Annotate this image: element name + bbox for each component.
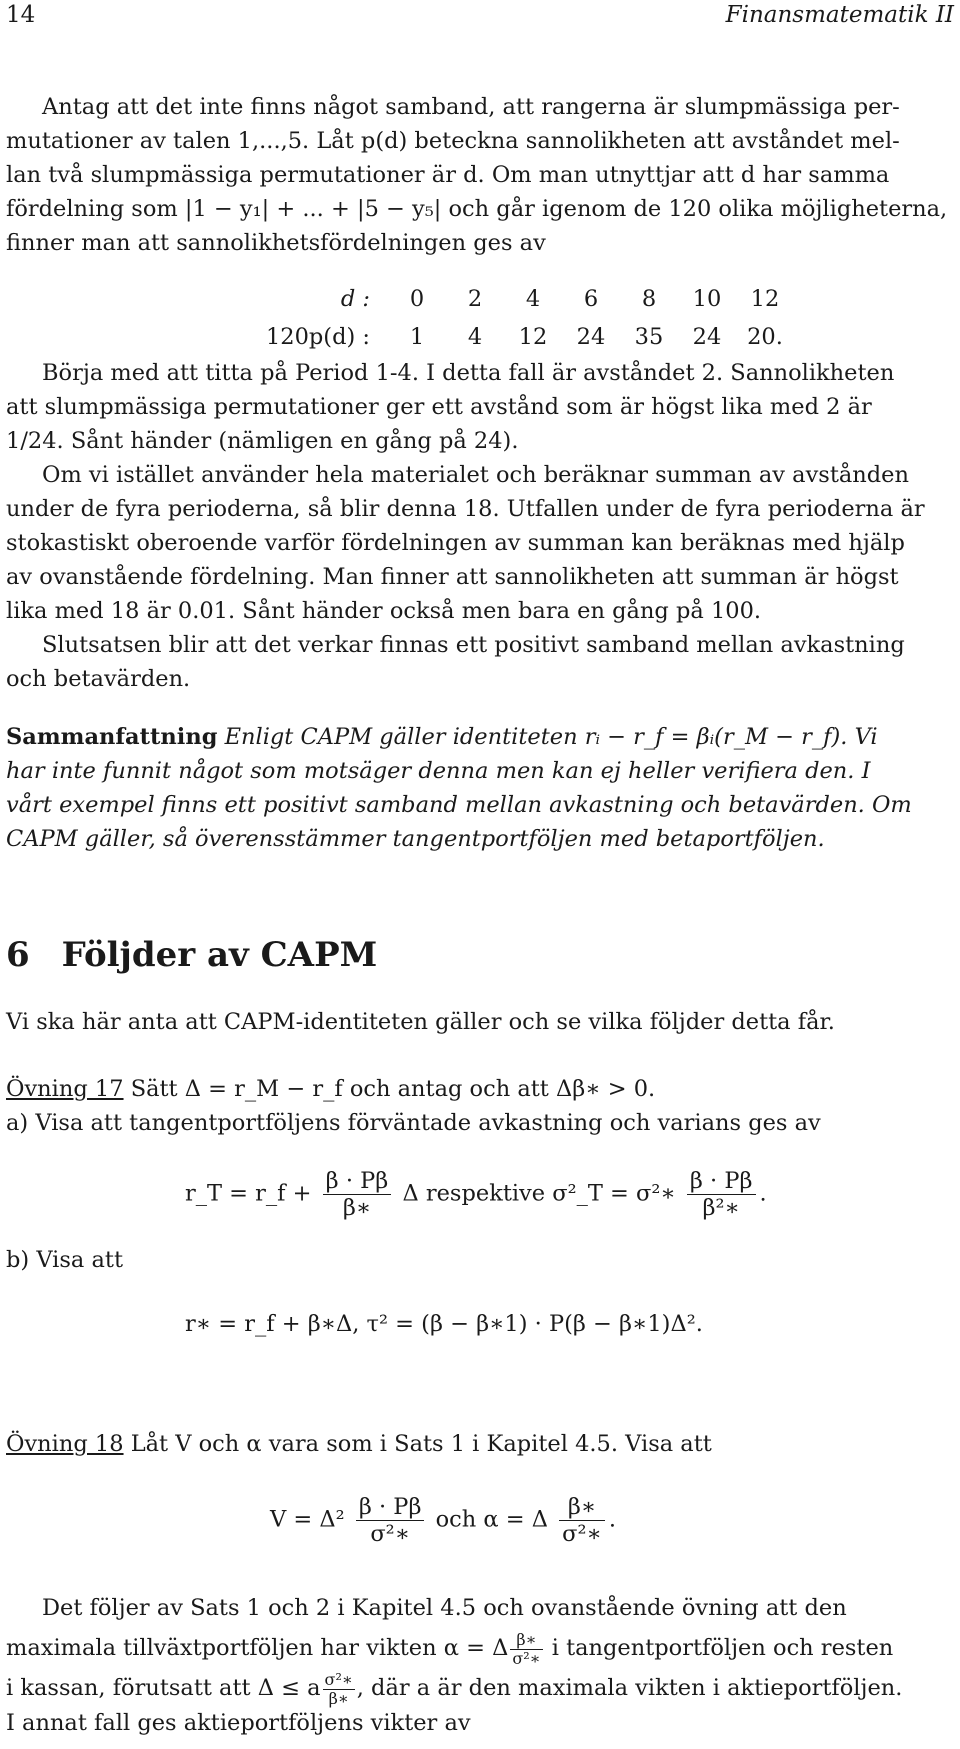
text-line: lan två slumpmässiga permutationer är d. Om man utnyttjar att d har samma (6, 162, 890, 188)
eq-text: V = Δ² (270, 1506, 345, 1533)
text-line: av ovanstående fördelning. Man finner att sannolikheten att summan är högst (6, 564, 899, 590)
equation-v-alpha (270, 1494, 616, 1547)
text-segment: i kassan, förutsatt att Δ ≤ a (6, 1675, 321, 1701)
exercise-18 (6, 1427, 954, 1461)
table-cell: 12 (750, 286, 780, 312)
equation-b: r∗ = r_f + β∗Δ, τ² = (β − β∗1) · P(β − β∗1)Δ². (185, 1311, 703, 1337)
frac-numerator: β · Pβ (687, 1168, 756, 1195)
table-cell: 6 (583, 286, 599, 312)
paragraph-sum (6, 458, 954, 628)
eq-text: . (608, 1506, 616, 1533)
text-line: b) Visa att (6, 1247, 123, 1273)
fraction (356, 1494, 425, 1547)
frac-denominator: σ²∗ (370, 1521, 410, 1547)
exercise-part-b (6, 1243, 954, 1277)
text-segment: , där a är den maximala vikten i aktieportföljen. (356, 1675, 903, 1701)
exercise-label: Övning 18 (6, 1431, 124, 1457)
text-line: under de fyra perioderna, så blir denna 18. Utfallen under de fyra perioderna är (6, 496, 925, 522)
table-cell: 12 (518, 324, 548, 350)
summary-block (6, 720, 954, 856)
section-number: 6 (6, 935, 30, 975)
frac-denominator: σ²∗ (512, 1648, 541, 1668)
text-line: I annat fall ges aktieportföljens vikter av (6, 1710, 471, 1736)
table-cell: 0 (409, 286, 425, 312)
frac-numerator: β∗ (559, 1494, 605, 1521)
running-title: Finansmatematik II (725, 2, 954, 28)
text-line: mutationer av talen 1,...,5. Låt p(d) beteckna sannolikheten att avståndet mel- (6, 128, 900, 154)
frac-denominator: β²∗ (702, 1195, 740, 1221)
frac-numerator: σ²∗ (324, 1669, 353, 1689)
eq-text: och α = Δ (435, 1506, 549, 1533)
fraction (323, 1168, 392, 1221)
text-line: Slutsatsen blir att det verkar finnas ett positivt samband mellan avkastning (42, 632, 905, 658)
summary-label: Sammanfattning (6, 724, 218, 750)
table-cell: 20. (747, 324, 783, 350)
table-cell: 24 (692, 324, 722, 350)
fraction (559, 1494, 605, 1547)
eq-text: r_T = r_f + (185, 1180, 312, 1207)
exercise-text: Låt V och α vara som i Sats 1 i Kapitel 4.5. Visa att (130, 1431, 712, 1457)
exercise-text: Sätt Δ = r_M − r_f och antag och att Δβ∗ > 0. (130, 1076, 656, 1102)
table-cell: 1 (409, 324, 425, 350)
section-title: Följder av CAPM (61, 935, 378, 975)
section-intro (6, 1005, 954, 1039)
text-segment: maximala tillväxtportföljen har vikten α = Δ (6, 1635, 509, 1661)
paragraph-period (6, 356, 954, 458)
table-cell: 4 (525, 286, 541, 312)
text-line: fördelning som |1 − y₁| + ... + |5 − y₅| och går igenom de 120 olika möjligheterna, (6, 196, 948, 222)
page-number: 14 (6, 2, 36, 28)
text-line: finner man att sannolikhetsfördelningen ges av (6, 230, 546, 256)
text-line: Vi ska här anta att CAPM-identiteten gäller och se vilka följder detta får. (6, 1009, 835, 1035)
text-line: Börja med att titta på Period 1-4. I detta fall är avståndet 2. Sannolikheten (42, 360, 895, 386)
section-heading (6, 935, 377, 975)
closing-paragraph (6, 1588, 954, 1738)
text-line: Enligt CAPM gäller identiteten rᵢ − r_f = βᵢ(r_M − r_f). Vi (224, 724, 878, 750)
row-label: 120p(d) : (265, 324, 370, 350)
frac-denominator: β∗ (328, 1688, 349, 1708)
table-cell: 24 (576, 324, 606, 350)
text-line: Det följer av Sats 1 och 2 i Kapitel 4.5 och ovanstående övning att den (42, 1595, 847, 1621)
text-line: har inte funnit något som motsäger denna men kan ej heller verifiera den. I (6, 758, 871, 784)
intro-paragraph (6, 90, 954, 260)
fraction (510, 1631, 542, 1668)
frac-numerator: β · Pβ (356, 1494, 425, 1521)
exercise-part-a: a) Visa att tangentportföljens förväntade avkastning och varians ges av (6, 1110, 821, 1136)
eq-text: Δ respektive σ²_T = σ²∗ (402, 1180, 676, 1207)
fraction (323, 1671, 355, 1708)
text-line: CAPM gäller, så överensstämmer tangentportföljen med betaportföljen. (6, 826, 825, 852)
table-row (260, 280, 794, 318)
paragraph-conclusion (6, 628, 954, 696)
table-cell: 8 (641, 286, 657, 312)
text-line: och betavärden. (6, 666, 191, 692)
table-row (260, 318, 794, 356)
frac-denominator: σ²∗ (562, 1521, 602, 1547)
frac-numerator: β · Pβ (323, 1168, 392, 1195)
table-cell: 4 (467, 324, 483, 350)
distribution-table (260, 280, 794, 356)
text-line: att slumpmässiga permutationer ger ett avstånd som är högst lika med 2 är (6, 394, 872, 420)
table-cell: 10 (692, 286, 722, 312)
text-line: 1/24. Sånt händer (nämligen en gång på 24). (6, 428, 519, 454)
eq-text: . (759, 1180, 767, 1207)
text-line: Antag att det inte finns något samband, att rangerna är slumpmässiga per- (42, 94, 900, 120)
text-line: lika med 18 är 0.01. Sånt händer också men bara en gång på 100. (6, 598, 762, 624)
table-cell: 2 (467, 286, 483, 312)
exercise-17 (6, 1072, 954, 1140)
text-line: stokastiskt oberoende varför fördelningen av summan kan beräknas med hjälp (6, 530, 905, 556)
text-line: vårt exempel finns ett positivt samband mellan avkastning och betavärden. Om (6, 792, 912, 818)
row-label: d : (340, 286, 370, 312)
fraction (687, 1168, 756, 1221)
exercise-label: Övning 17 (6, 1076, 124, 1102)
table-cell: 35 (634, 324, 664, 350)
frac-denominator: β∗ (342, 1195, 372, 1221)
text-segment: i tangentportföljen och resten (551, 1635, 894, 1661)
text-line: Om vi istället använder hela materialet och beräknar summan av avstånden (42, 462, 909, 488)
frac-numerator: β∗ (510, 1631, 542, 1650)
equation-tangent (185, 1168, 767, 1221)
